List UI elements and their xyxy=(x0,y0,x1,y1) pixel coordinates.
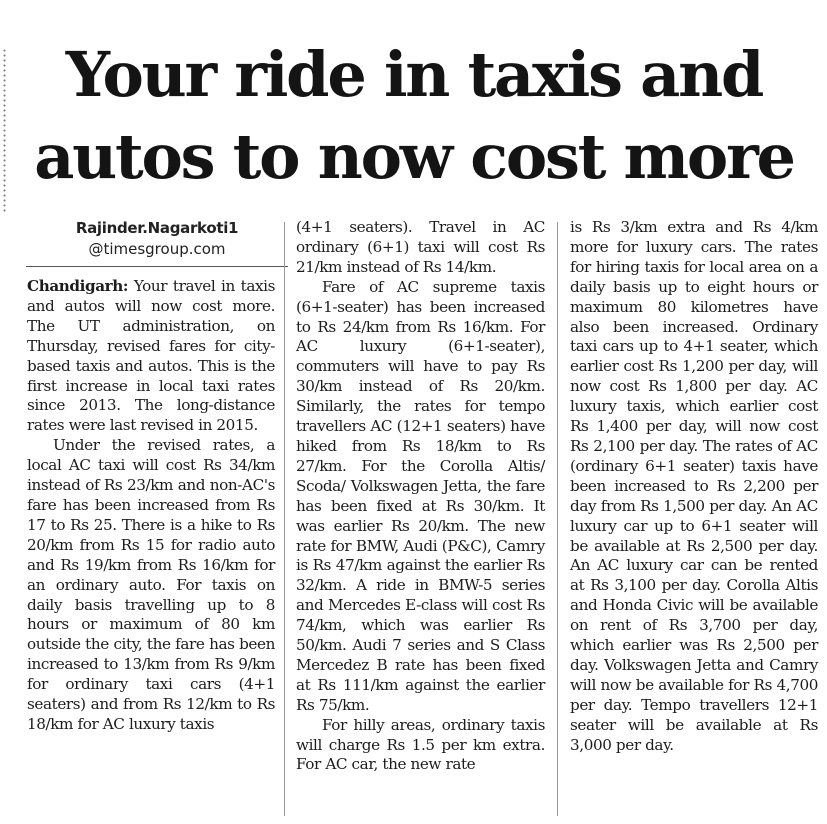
article-paragraph: Under the revised rates, a local AC taxi will cost Rs 34/km instead of Rs 23/km and non-AC's fare has been increased from Rs 17 to Rs 25. There is a hike to Rs 20/km from Rs 15 for radio auto and Rs 19/km from Rs 16/km for an ordinary auto. For taxis on daily basis travelling up to 8 hours or maximum of 80 km outside the city, the fare has been increased to 13/km from Rs 9/km for ordinary taxi cars (4+1 seaters) and from Rs 12/km to Rs 18/km for AC luxury taxis xyxy=(27,436,275,733)
byline-divider xyxy=(26,266,288,267)
paragraph-text: Your travel in taxis and autos will now cost more. The UT administration, on Thursday, revised fares for city-based taxis and autos. This is the first increase in local taxi rates since 2013. The long-distance rates were last revised in 2015. xyxy=(27,277,275,435)
column-divider xyxy=(284,222,285,816)
article-paragraph xyxy=(27,277,275,436)
article-paragraph: For hilly areas, ordinary taxis will charge Rs 1.5 per km extra. For AC car, the new rate xyxy=(296,715,545,774)
article-paragraph: is Rs 3/km extra and Rs 4/km more for luxury cars. The rates for hiring taxis for local area on a daily basis up to eight hours or maximum 80 kilometres have also been increased. Ordinary taxi cars up to 4+1 seater, which earlier cost Rs 1,200 per day, will now cost Rs 1,800 per day. AC luxury taxis, which earlier cost Rs 1,400 per day, will now cost Rs 2,100 per day. The rates of AC (ordinary 6+1 seater) taxis have been increased to Rs 2,200 per day from Rs 1,500 per day. An AC luxury car up to 6+1 seater will be available at Rs 2,500 per day. An AC luxury car can be rented at Rs 3,100 per day. Corolla Altis and Honda Civic will be available on rent of Rs 3,700 per day, which earlier was Rs 2,500 per day. Volkswagen Jetta and Camry will now be available for Rs 4,700 per day. Tempo travellers 12+1 seater will be available at Rs 3,000 per day. xyxy=(570,218,818,754)
article-column-2 xyxy=(296,218,545,775)
byline xyxy=(28,218,286,260)
article-column-3 xyxy=(570,218,818,755)
dotted-cut-line xyxy=(3,48,6,213)
dateline: Chandigarh: xyxy=(27,277,129,295)
byline-author: Rajinder.Nagarkoti1 xyxy=(75,219,239,237)
article-paragraph: (4+1 seaters). Travel in AC ordinary (6+1) taxi will cost Rs 21/km instead of Rs 14/km. xyxy=(296,218,545,276)
article-paragraph: Fare of AC supreme taxis (6+1-seater) has been increased to Rs 24/km from Rs 16/km. For AC luxury (6+1-seater), commuters will have to pay Rs 30/km instead of Rs 20/km. Similarly, the rates for tempo travellers AC (12+1 seaters) have hiked from Rs 18/km to Rs 27/km. For the Corolla Altis/ Scoda/ Volkswagen Jetta, the fare has been fixed at Rs 30/km. It was earlier Rs 20/km. The new rate for BMW, Audi (P&C), Camry is Rs 47/km against the earlier Rs 32/km. A ride in BMW-5 series and Mercedes E-class will cost Rs 74/km, which was earlier Rs 50/km. Audi 7 series and S Class Mercedez B rate has been fixed at Rs 111/km against the earlier Rs 75/km. xyxy=(296,277,545,714)
column-divider xyxy=(557,222,558,816)
headline-line-2: autos to now cost more xyxy=(34,120,794,193)
byline-email: @timesgroup.com xyxy=(88,240,226,258)
headline-line-1: Your ride in taxis and xyxy=(65,38,763,111)
headline xyxy=(14,34,814,198)
article-column-1 xyxy=(27,277,275,735)
